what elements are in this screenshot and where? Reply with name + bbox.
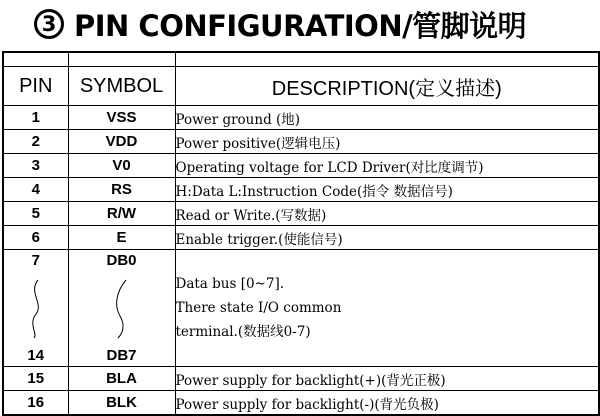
range-squiggle-icon xyxy=(26,278,46,340)
description-cell: Power supply for backlight(-)(背光负极) xyxy=(175,391,599,416)
header-description: DESCRIPTION(定义描述) xyxy=(175,67,599,106)
table-row xyxy=(3,391,599,416)
table-row xyxy=(3,178,599,202)
pin-cell: 3 xyxy=(3,154,68,178)
description-cell: Power positive(逻辑电压) xyxy=(175,130,599,154)
symbol-cell: V0 xyxy=(68,154,175,178)
description-cell: Power supply for backlight(+)(背光正极) xyxy=(175,367,599,391)
description-cell: Enable trigger.(使能信号) xyxy=(175,226,599,250)
pin-cell: 1 xyxy=(3,106,68,130)
symbol-cell: E xyxy=(68,226,175,250)
description-line: terminal.(数据线0-7) xyxy=(175,324,311,340)
section-heading xyxy=(0,0,600,48)
symbol-cell: VSS xyxy=(68,106,175,130)
symbol-cell: RS xyxy=(68,178,175,202)
table-row xyxy=(3,367,599,391)
pin-cell: 5 xyxy=(3,202,68,226)
symbol-cell: VDD xyxy=(68,130,175,154)
pin-cell: 6 xyxy=(3,226,68,250)
description-cell xyxy=(175,250,599,367)
description-cell: Operating voltage for LCD Driver(对比度调节) xyxy=(175,154,599,178)
section-title: PIN CONFIGURATION/管脚说明 xyxy=(74,8,527,43)
table-row xyxy=(3,154,599,178)
pin-range-end: 14 xyxy=(27,347,45,364)
pin-configuration-table xyxy=(2,51,600,416)
header-symbol: SYMBOL xyxy=(68,67,175,106)
symbol-cell: BLK xyxy=(68,391,175,416)
range-squiggle-icon xyxy=(112,278,132,340)
symbol-range xyxy=(69,250,175,366)
description-cell: Power ground (地) xyxy=(175,106,599,130)
symbol-range-start: DB0 xyxy=(106,252,137,269)
table-spacer-row xyxy=(3,52,599,67)
table-row xyxy=(3,130,599,154)
description-line: Data bus [0~7]. xyxy=(175,276,285,292)
description-cell: Read or Write.(写数据) xyxy=(175,202,599,226)
pin-range-start: 7 xyxy=(31,252,40,269)
section-number-badge: 3 xyxy=(34,9,64,39)
pin-cell: 2 xyxy=(3,130,68,154)
description-line: There state I/O common xyxy=(175,300,342,316)
table-row xyxy=(3,202,599,226)
pin-cell: 16 xyxy=(3,391,68,416)
table-row xyxy=(3,226,599,250)
table-header-row xyxy=(3,67,599,106)
data-bus-row xyxy=(3,250,599,367)
header-pin: PIN xyxy=(3,67,68,106)
table-row xyxy=(3,106,599,130)
pin-cell: 15 xyxy=(3,367,68,391)
symbol-range-end: DB7 xyxy=(106,347,137,364)
pin-range xyxy=(4,250,68,366)
description-cell: H:Data L:Instruction Code(指令 数据信号) xyxy=(175,178,599,202)
symbol-cell: R/W xyxy=(68,202,175,226)
pin-cell: 4 xyxy=(3,178,68,202)
symbol-cell: BLA xyxy=(68,367,175,391)
